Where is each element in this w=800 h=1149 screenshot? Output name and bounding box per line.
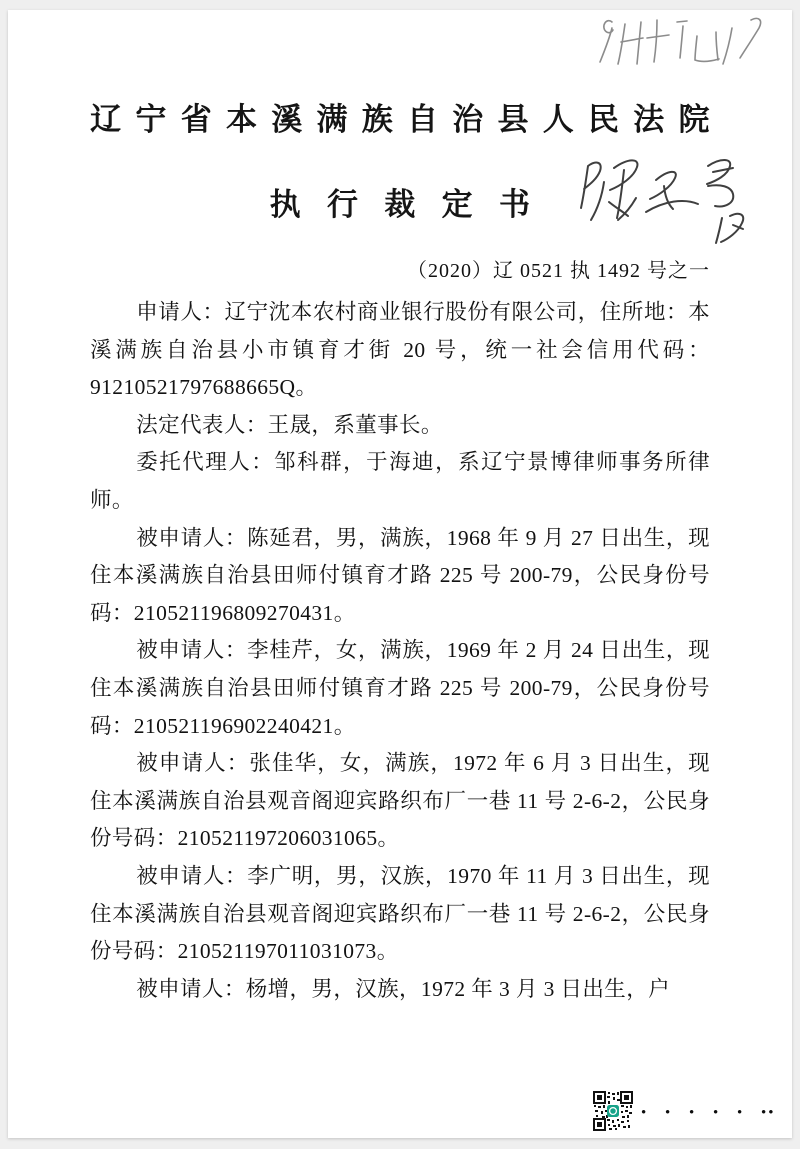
handwritten-signature <box>576 144 768 248</box>
handwritten-note <box>591 14 793 72</box>
paragraph-respondent-1: 被申请人：陈延君，男，满族，1968 年 9 月 27 日出生，现住本溪满族自治县田师付镇育才路 225 号 200-79，公民身份号码：210521196809270431。 <box>90 525 710 625</box>
paragraph-applicant: 申请人：辽宁沈本农村商业银行股份有限公司，住所地：本溪满族自治县小市镇育才街 20 号，统一社会信用代码：91210521797688665Q。 <box>90 300 710 400</box>
paragraph-respondent-4: 被申请人：李广明，男，汉族，1970 年 11 月 3 日出生，现住本溪满族自治县观音阁迎宾路织布厂一巷 11 号 2-6-2，公民身份号码：210521197011031073。 <box>90 863 710 964</box>
document-title: 执行裁定书 <box>269 187 557 222</box>
paragraph-attorneys: 委托代理人：邹科群，于海迪，系辽宁景博律师事务所律师。 <box>90 450 710 512</box>
paragraph-respondent-5: 被申请人：杨增，男，汉族，1972 年 3 月 3 日出生，户 <box>136 976 670 1001</box>
paragraph-legal-representative: 法定代表人：王晟，系董事长。 <box>136 412 443 437</box>
qr-code <box>593 1091 633 1131</box>
paragraph-respondent-2: 被申请人：李桂芹，女，满族，1969 年 2 月 24 日出生，现住本溪满族自治县田师付镇育才路 225 号 200-79，公民身份号码：210521196902240421。 <box>90 638 710 738</box>
document-body <box>90 294 710 1008</box>
court-name: 辽宁省本溪满族自治县人民法院 <box>90 102 724 137</box>
paragraph-respondent-3: 被申请人：张佳华，女，满族，1972 年 6 月 3 日出生，现住本溪满族自治县观音阁迎宾路织布厂一巷 11 号 2-6-2，公民身份号码：210521197206031065。 <box>90 751 710 851</box>
footer-dots: • • • • • •• <box>641 1105 776 1121</box>
case-number: （2020）辽 0521 执 1492 号之一 <box>407 260 710 282</box>
document-page <box>8 10 792 1138</box>
